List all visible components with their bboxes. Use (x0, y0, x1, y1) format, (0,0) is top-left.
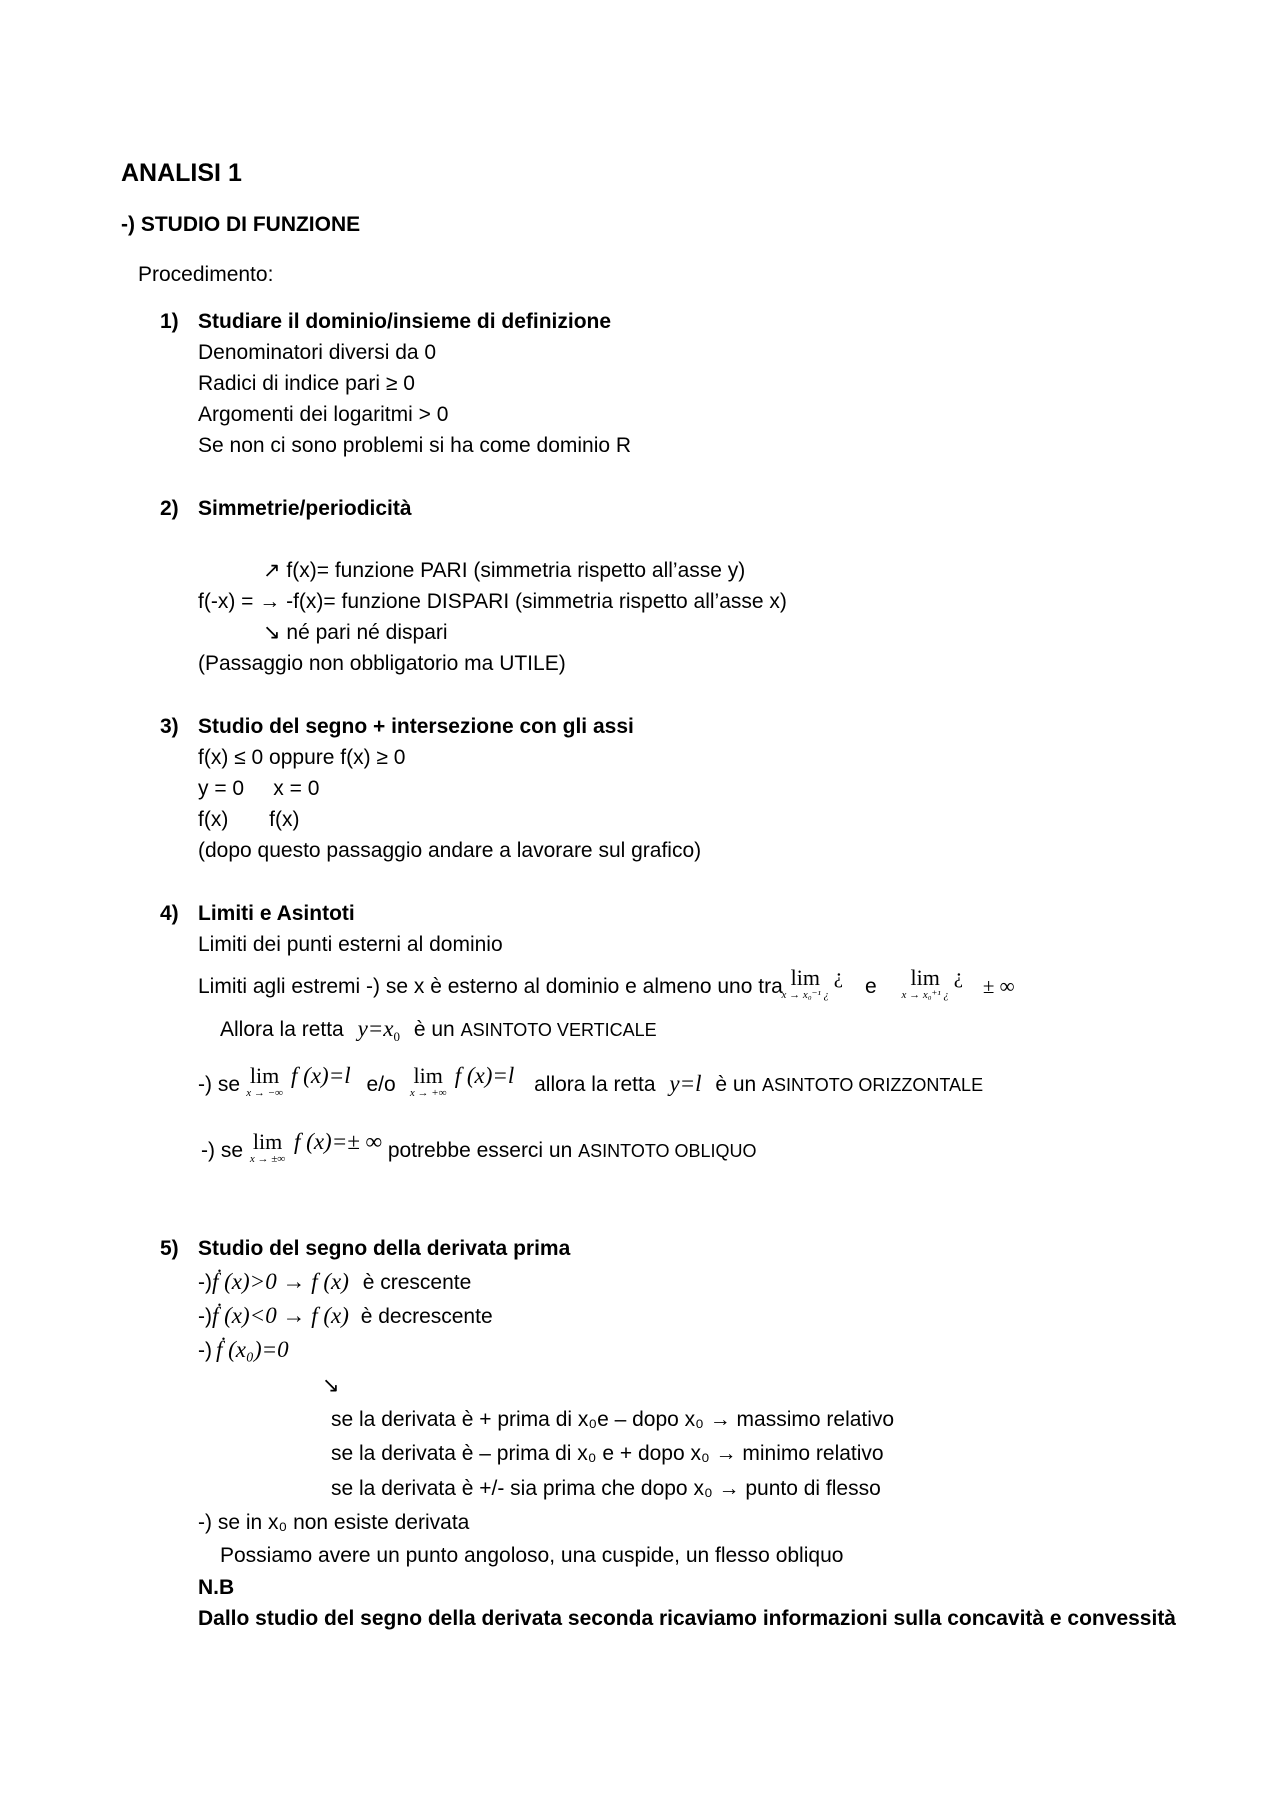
nota-bene: N.B (198, 1576, 235, 1599)
derivative-negative-expr: ḟ (x)<0 → f (x) (212, 1303, 349, 1328)
derivative-positive-line (198, 1268, 471, 1296)
page-title: ANALISI 1 (121, 159, 242, 187)
vertical-equation: y=x (357, 1016, 394, 1041)
decreasing-text: è decrescente (360, 1305, 493, 1328)
lim-subscript-right: x → x₀⁺¹ ¿ (901, 989, 949, 1001)
step4-heading (160, 901, 355, 926)
oblique-se: -) se (201, 1139, 243, 1162)
step1-line: Argomenti dei logaritmi > 0 (198, 403, 449, 426)
lim-subscript: x → +∞ (409, 1087, 447, 1099)
vertical-asymptote-label: ASINTOTO VERTICALE (460, 1020, 657, 1040)
step2-title: Simmetrie/periodicità (198, 497, 412, 520)
lim-word: lim (413, 1063, 443, 1088)
vertical-post: è un (413, 1018, 455, 1041)
step5-number: 5) (160, 1237, 179, 1260)
possibilities-line: Possiamo avere un punto angoloso, una cuspide, un flesso obliquo (220, 1544, 844, 1567)
step1-title: Studiare il dominio/insieme di definizione (198, 310, 612, 333)
horizontal-equation: y=l (669, 1071, 702, 1096)
step3-number: 3) (160, 715, 179, 738)
limit-minus-infinity (246, 1063, 283, 1099)
nota-bene-text: Dallo studio del segno della derivata seconda ricaviamo informazioni sulla concavità e convessità (198, 1607, 1176, 1630)
limit-right (901, 965, 949, 1001)
oblique-asymptote-label: ASINTOTO OBLIQUO (578, 1141, 757, 1161)
down-right-arrow: ↘ (322, 1374, 340, 1397)
case-max: se la derivata è + prima di x₀e – dopo x₀ → massimo relativo (331, 1408, 895, 1431)
step1-heading (160, 309, 611, 334)
horizontal-asymptote-label: ASINTOTO ORIZZONTALE (762, 1075, 984, 1095)
derivative-negative-line (198, 1302, 493, 1330)
vertical-limit-line (198, 964, 1015, 1001)
derivative-positive-expr: ḟ (x)>0 → f (x) (212, 1269, 349, 1294)
step1-line: Se non ci sono problemi si ha come dominio R (198, 434, 632, 457)
procedure-label: Procedimento: (138, 263, 274, 286)
bullet-prefix: -) (198, 1271, 212, 1294)
horizontal-se: -) se (198, 1073, 240, 1096)
step3-line: y = 0 x = 0 (198, 777, 320, 800)
horizontal-expr1: f (x)=l (291, 1063, 351, 1088)
limit-left (781, 965, 830, 1001)
no-derivative-line: -) se in x₀ non esiste derivata (198, 1511, 470, 1534)
limit-plus-infinity (409, 1063, 447, 1099)
and-word: e (864, 975, 877, 998)
step3-line: (dopo questo passaggio andare a lavorare sul grafico) (198, 839, 702, 862)
derivative-zero-expr: ḟ (x₀)=0 (216, 1337, 289, 1362)
lim-subscript: x → −∞ (246, 1087, 283, 1099)
lim-subscript-left: x → x₀⁻¹ ¿ (781, 989, 830, 1001)
step3-line: f(x) f(x) (198, 808, 300, 831)
vertical-limit-text: Limiti agli estremi -) se x è esterno al dominio e almeno uno tra (198, 975, 783, 998)
bullet-prefix: -) (198, 1305, 212, 1328)
oblique-asymptote-line (201, 1129, 757, 1165)
case-min: se la derivata è – prima di x₀ e + dopo x₀ → minimo relativo (331, 1442, 884, 1465)
step4-title: Limiti e Asintoti (198, 902, 355, 925)
lim-word: lim (790, 965, 820, 990)
step2-heading (160, 496, 412, 521)
plus-minus-infinity: ± ∞ (982, 974, 1015, 998)
lim-placeholder: ¿ (833, 964, 844, 988)
section-title: -) STUDIO DI FUNZIONE (121, 213, 361, 236)
step3-title: Studio del segno + intersezione con gli assi (198, 715, 634, 738)
lim-word: lim (252, 1129, 283, 1154)
horizontal-asymptote-line (198, 1063, 984, 1099)
lim-word: lim (249, 1063, 280, 1088)
step1-line: Denominatori diversi da 0 (198, 341, 437, 364)
oblique-expr: f (x)=± ∞ (294, 1129, 382, 1154)
and-or-word: e/o (366, 1073, 396, 1096)
parity-neither-line: ↘ né pari né dispari (263, 621, 448, 644)
step3-line: f(x) ≤ 0 oppure f(x) ≥ 0 (198, 746, 406, 769)
lim-subscript: x → ±∞ (249, 1153, 286, 1165)
step5-heading (160, 1236, 570, 1261)
step3-heading (160, 714, 634, 739)
vertical-subscript: 0 (393, 1029, 401, 1045)
step2-number: 2) (160, 497, 179, 520)
parity-note: (Passaggio non obbligatorio ma UTILE) (198, 652, 566, 675)
parity-even-line: ↗ f(x)= funzione PARI (simmetria rispetto all’asse y) (263, 559, 746, 582)
vertical-pre: Allora la retta (220, 1018, 344, 1041)
step4-line1: Limiti dei punti esterni al dominio (198, 933, 503, 956)
derivative-zero-line (198, 1336, 289, 1364)
parity-odd-line: f(-x) = → -f(x)= funzione DISPARI (simmetria rispetto all’asse x) (198, 590, 787, 613)
increasing-text: è crescente (362, 1271, 472, 1294)
horizontal-post: è un (715, 1073, 757, 1096)
horizontal-allora: allora la retta (534, 1073, 656, 1096)
step5-title: Studio del segno della derivata prima (198, 1237, 571, 1260)
vertical-asymptote-line (220, 1015, 657, 1045)
step1-line: Radici di indice pari ≥ 0 (198, 372, 415, 395)
lim-word: lim (910, 965, 940, 990)
limit-pm-infinity (249, 1129, 286, 1165)
bullet-prefix: -) (198, 1339, 212, 1362)
oblique-post: potrebbe esserci un (387, 1139, 573, 1162)
lim-placeholder: ¿ (953, 964, 964, 988)
step1-number: 1) (160, 310, 179, 333)
step4-number: 4) (160, 902, 179, 925)
horizontal-expr2: f (x)=l (454, 1063, 515, 1088)
case-inflection: se la derivata è +/- sia prima che dopo x₀ → punto di flesso (331, 1477, 881, 1500)
